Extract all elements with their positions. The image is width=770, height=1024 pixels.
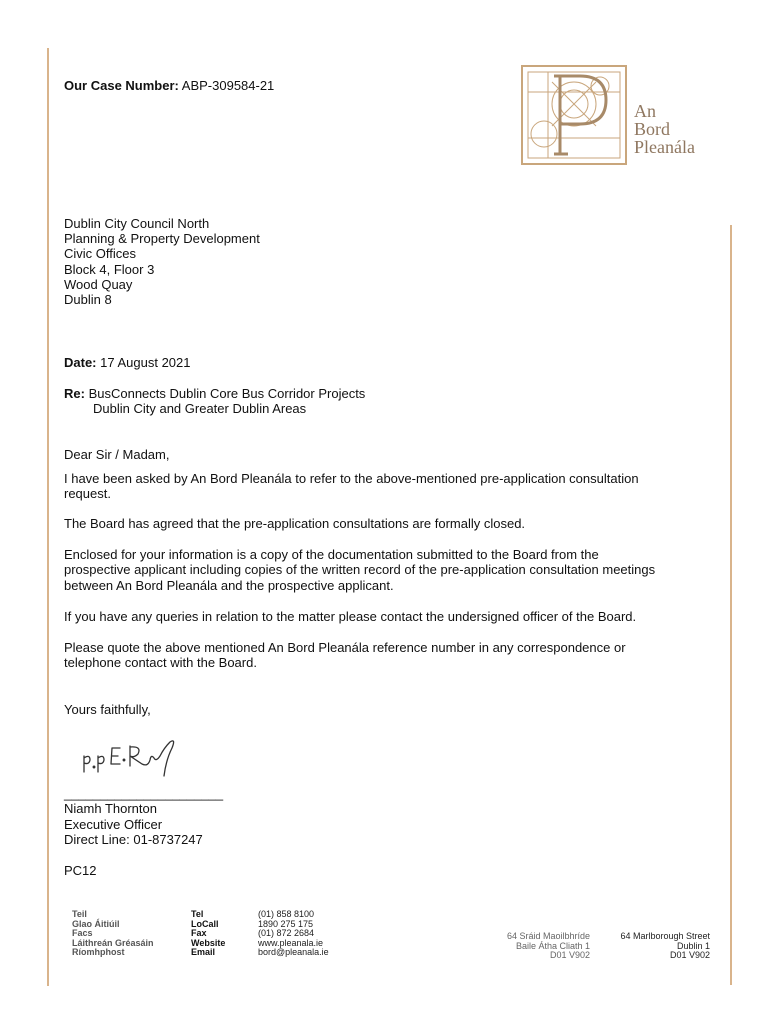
signatory-name: Niamh Thornton xyxy=(64,801,157,816)
case-number-line xyxy=(64,78,274,93)
salutation: Dear Sir / Madam, xyxy=(64,447,170,462)
footer-address-line: 64 Marlborough Street xyxy=(620,931,710,941)
footer-value: (01) 872 2684 xyxy=(258,928,315,939)
date-label: Date: xyxy=(64,355,97,370)
footer-value[interactable]: www.pleanala.ie xyxy=(258,937,324,948)
footer-contact-values xyxy=(258,910,329,958)
logo-wordmark xyxy=(634,102,695,156)
re-subject-line-2: Dublin City and Greater Dublin Areas xyxy=(93,401,307,416)
reference-code: PC12 xyxy=(64,863,97,878)
logo-line: Pleanála xyxy=(634,137,695,157)
footer-address-line: D01 V902 xyxy=(669,950,710,961)
address-line: Planning & Property Development xyxy=(64,231,260,246)
re-subject-line-1: BusConnects Dublin Core Bus Corridor Projects xyxy=(88,386,366,401)
logo-line: Bord xyxy=(634,119,670,139)
footer-label: LoCall xyxy=(191,918,219,929)
case-number-value: ABP-309584-21 xyxy=(181,78,275,93)
signature-underline: ______________________ xyxy=(64,786,224,801)
footer-irish-address xyxy=(480,932,590,961)
address-line: Dublin City Council North xyxy=(64,216,210,231)
footer-address-line: Dublin 1 xyxy=(676,940,710,951)
case-number-label: Our Case Number: xyxy=(64,78,179,93)
footer-label: Website xyxy=(191,937,226,948)
footer-value[interactable]: bord@pleanala.ie xyxy=(258,947,329,958)
paragraph-4: If you have any queries in relation to the matter please contact the undersigned officer of the Board. xyxy=(64,609,637,624)
date-line xyxy=(64,355,191,370)
footer-english-address xyxy=(590,932,710,961)
signatory-title: Executive Officer xyxy=(64,817,163,832)
footer-label: Ríomhphost xyxy=(72,947,125,958)
paragraph-1-line: I have been asked by An Bord Pleanála to refer to the above-mentioned pre-application consultation xyxy=(64,471,639,486)
footer-label: Tel xyxy=(191,909,204,919)
footer-label: Email xyxy=(191,947,216,958)
footer-label: Glao Áitiúil xyxy=(72,918,120,929)
address-line: Civic Offices xyxy=(64,246,136,261)
paragraph-5-line: telephone contact with the Board. xyxy=(64,655,257,670)
re-label: Re: xyxy=(64,386,85,401)
footer-label: Teil xyxy=(72,909,87,919)
signature-icon xyxy=(78,734,188,782)
footer-irish-labels xyxy=(72,910,154,958)
paragraph-2: The Board has agreed that the pre-application consultations are formally closed. xyxy=(64,516,526,531)
paragraph-3-line: prospective applicant including copies of the written record of the pre-application consultation meetings xyxy=(64,562,656,577)
right-margin-rule xyxy=(730,225,732,985)
paragraph-3-line: between An Bord Pleanála and the prospective applicant. xyxy=(64,578,394,593)
address-line: Wood Quay xyxy=(64,277,133,292)
paragraph-3-line: Enclosed for your information is a copy of the documentation submitted to the Board from the xyxy=(64,547,599,562)
footer-label: Facs xyxy=(72,928,93,939)
footer-address-line: D01 V902 xyxy=(549,950,590,961)
footer-label: Láithreán Gréasáin xyxy=(72,937,154,948)
re-line xyxy=(64,386,365,401)
footer-address-line: Baile Átha Cliath 1 xyxy=(515,940,590,951)
footer-english-labels xyxy=(191,910,225,958)
footer-address-line: 64 Sráid Maoilbhríde xyxy=(506,931,590,941)
footer-label: Fax xyxy=(191,928,207,939)
closing: Yours faithfully, xyxy=(64,702,151,717)
address-line: Block 4, Floor 3 xyxy=(64,262,155,277)
paragraph-5-line: Please quote the above mentioned An Bord Pleanála reference number in any correspondence or xyxy=(64,640,626,655)
footer-value: (01) 858 8100 xyxy=(258,909,315,919)
paragraph-1-line: request. xyxy=(64,486,111,501)
direct-line: Direct Line: 01-8737247 xyxy=(64,832,203,847)
address-line: Dublin 8 xyxy=(64,292,112,307)
date-value: 17 August 2021 xyxy=(100,355,191,370)
footer-value: 1890 275 175 xyxy=(258,918,314,929)
left-margin-rule xyxy=(47,48,49,986)
logo-line: An xyxy=(634,101,656,121)
